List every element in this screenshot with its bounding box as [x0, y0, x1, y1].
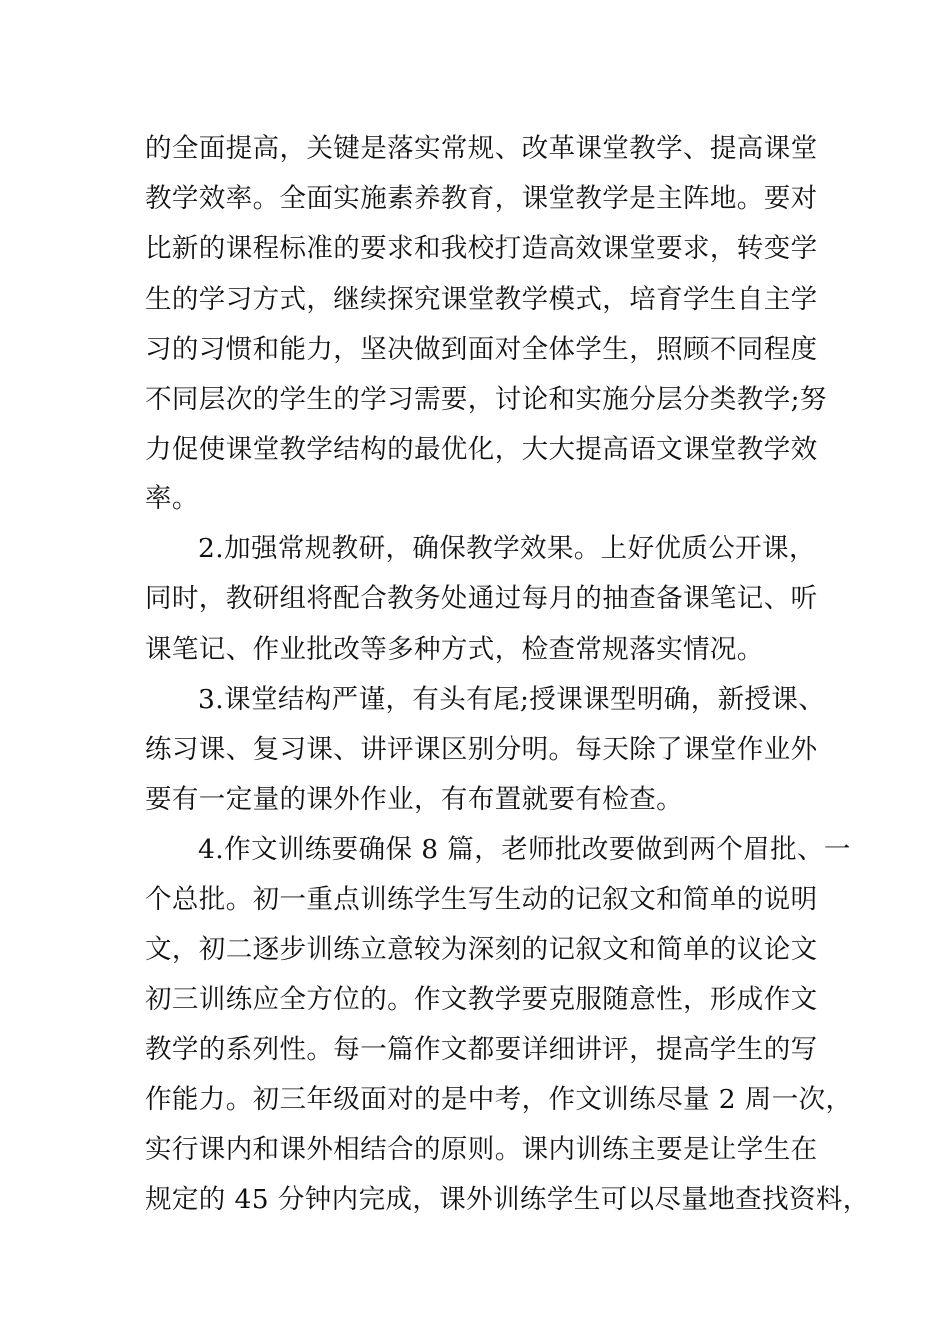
text-line: 不同层次的学生的学习需要，讨论和实施分层分类教学;努 — [145, 384, 827, 415]
paragraph-2-start: 2.加强常规教研，确保教学效果。上好优质公开课， — [198, 533, 816, 564]
text-line: 教学的系列性。每一篇作文都要详细讲评，提高学生的写 — [145, 1034, 818, 1065]
text-line: 比新的课程标准的要求和我校打造高效课堂要求，转变学 — [145, 233, 818, 264]
text-line: 要有一定量的课外作业，有布置就要有检查。 — [145, 784, 683, 815]
text-line: 课笔记、作业批改等多种方式，检查常规落实情况。 — [145, 634, 764, 665]
text-line: 规定的 45 分钟内完成，课外训练学生可以尽量地查找资料， — [145, 1184, 870, 1215]
text-line: 率。 — [145, 483, 199, 514]
text-line: 教学效率。全面实施素养教育，课堂教学是主阵地。要对 — [145, 183, 818, 214]
text-line: 同时，教研组将配合教务处通过每月的抽查备课笔记、听 — [145, 583, 818, 614]
text-line: 初三训练应全方位的。作文教学要克服随意性，形成作文 — [145, 984, 818, 1015]
text-line: 的全面提高，关键是落实常规、改革课堂教学、提高课堂 — [145, 133, 818, 164]
text-line: 实行课内和课外相结合的原则。课内训练主要是让学生在 — [145, 1134, 818, 1165]
text-line: 作能力。初三年级面对的是中考，作文训练尽量 2 周一次， — [145, 1084, 853, 1115]
text-line: 力促使课堂教学结构的最优化，大大提高语文课堂教学效 — [145, 434, 818, 465]
paragraph-4-start: 4.作文训练要确保 8 篇，老师批改要做到两个眉批、一 — [198, 834, 851, 865]
text-line: 个总批。初一重点训练学生写生动的记叙文和简单的说明 — [145, 884, 818, 915]
paragraph-3-start: 3.课堂结构严谨，有头有尾;授课课型明确，新授课、 — [198, 684, 826, 715]
text-line: 习的习惯和能力，坚决做到面对全体学生，照顾不同程度 — [145, 334, 818, 365]
text-line: 练习课、复习课、讲评课区别分明。每天除了课堂作业外 — [145, 734, 818, 765]
text-line: 生的学习方式，继续探究课堂教学模式，培育学生自主学 — [145, 284, 818, 315]
text-line: 文，初二逐步训练立意较为深刻的记叙文和简单的议论文 — [145, 934, 818, 965]
